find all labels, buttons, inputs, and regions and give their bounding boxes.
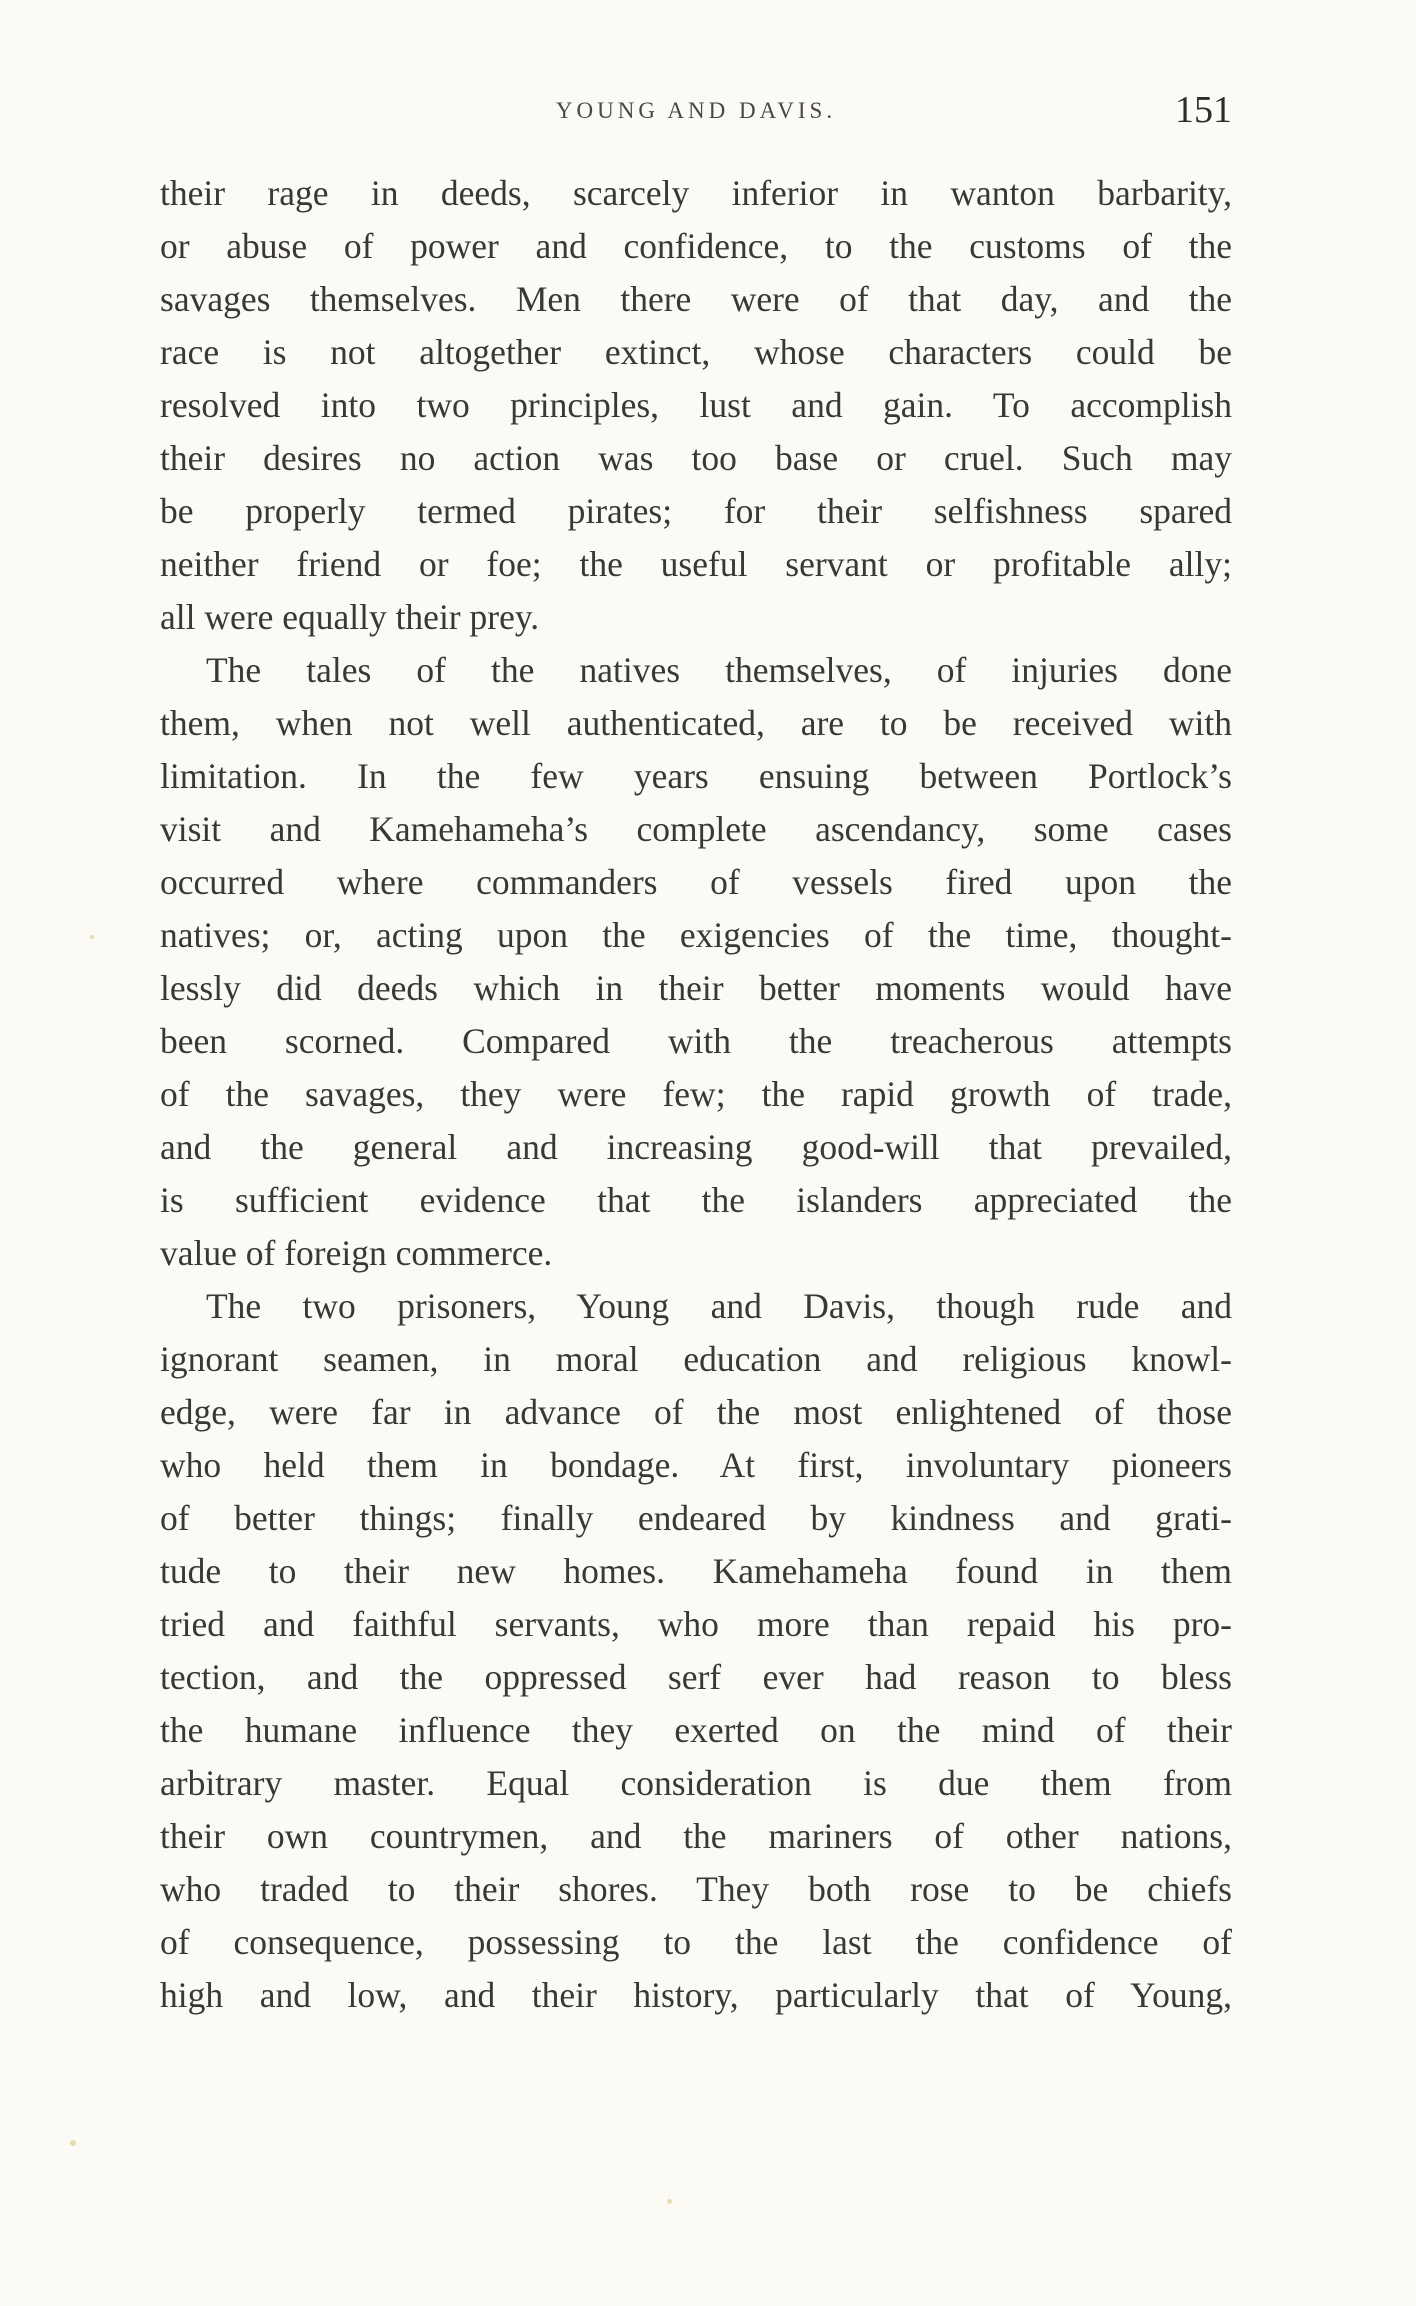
text-line: of the savages, they were few; the rapid growth of trade, [160,1074,1232,1114]
text-line: of consequence, possessing to the last the confidence of [160,1922,1232,1962]
text-line: or abuse of power and confidence, to the customs of the [160,226,1232,266]
text-line: ignorant seamen, in moral education and religious knowl- [160,1339,1232,1379]
text-line: visit and Kamehameha’s complete ascendancy, some cases [160,809,1232,849]
text-line: occurred where commanders of vessels fired upon the [160,862,1232,902]
paragraph-1 [160,167,1232,644]
text-line: lessly did deeds which in their better moments would have [160,968,1232,1008]
text-line: high and low, and their history, particularly that of Young, [160,1975,1232,2015]
text-line: limitation. In the few years ensuing between Portlock’s [160,756,1232,796]
text-line: value of foreign commerce. [160,1233,553,1273]
text-line: their own countrymen, and the mariners of other nations, [160,1816,1232,1856]
text-line: who held them in bondage. At first, involuntary pioneers [160,1445,1232,1485]
text-line: tection, and the oppressed serf ever had reason to bless [160,1657,1232,1697]
text-line: savages themselves. Men there were of that day, and the [160,279,1232,319]
text-line: tude to their new homes. Kamehameha found in them [160,1551,1232,1591]
text-line: their desires no action was too base or cruel. Such may [160,438,1232,478]
paragraph-3 [160,1280,1232,2022]
running-title: YOUNG AND DAVIS. [555,98,837,123]
running-head [160,88,1232,138]
text-line: edge, were far in advance of the most enlightened of those [160,1392,1232,1432]
text-line: tried and faithful servants, who more than repaid his pro- [160,1604,1232,1644]
text-line: neither friend or foe; the useful servant or profitable ally; [160,544,1232,584]
text-line: resolved into two principles, lust and gain. To accomplish [160,385,1232,425]
text-line: natives; or, acting upon the exigencies of the time, thought- [160,915,1232,955]
paragraph-2 [160,644,1232,1280]
paper-speck [90,935,94,939]
text-line: The tales of the natives themselves, of injuries done [206,650,1232,690]
paper-speck [70,2140,76,2146]
text-line: the humane influence they exerted on the mind of their [160,1710,1232,1750]
text-line: be properly termed pirates; for their selfishness spared [160,491,1232,531]
text-line: been scorned. Compared with the treacherous attempts [160,1021,1232,1061]
text-line: of better things; finally endeared by kindness and grati- [160,1498,1232,1538]
text-line: The two prisoners, Young and Davis, though rude and [206,1286,1232,1326]
text-line: them, when not well authenticated, are to be received with [160,703,1232,743]
text-line: who traded to their shores. They both rose to be chiefs [160,1869,1232,1909]
text-line: their rage in deeds, scarcely inferior in wanton barbarity, [160,173,1232,213]
text-line: and the general and increasing good-will that prevailed, [160,1127,1232,1167]
text-line: is sufficient evidence that the islanders appreciated the [160,1180,1232,1220]
text-line: race is not altogether extinct, whose characters could be [160,332,1232,372]
text-line: arbitrary master. Equal consideration is due them from [160,1763,1232,1803]
text-line: all were equally their prey. [160,597,540,637]
paper-speck [667,2199,672,2204]
page-number: 151 [1175,89,1232,131]
body-text [160,167,1232,2022]
